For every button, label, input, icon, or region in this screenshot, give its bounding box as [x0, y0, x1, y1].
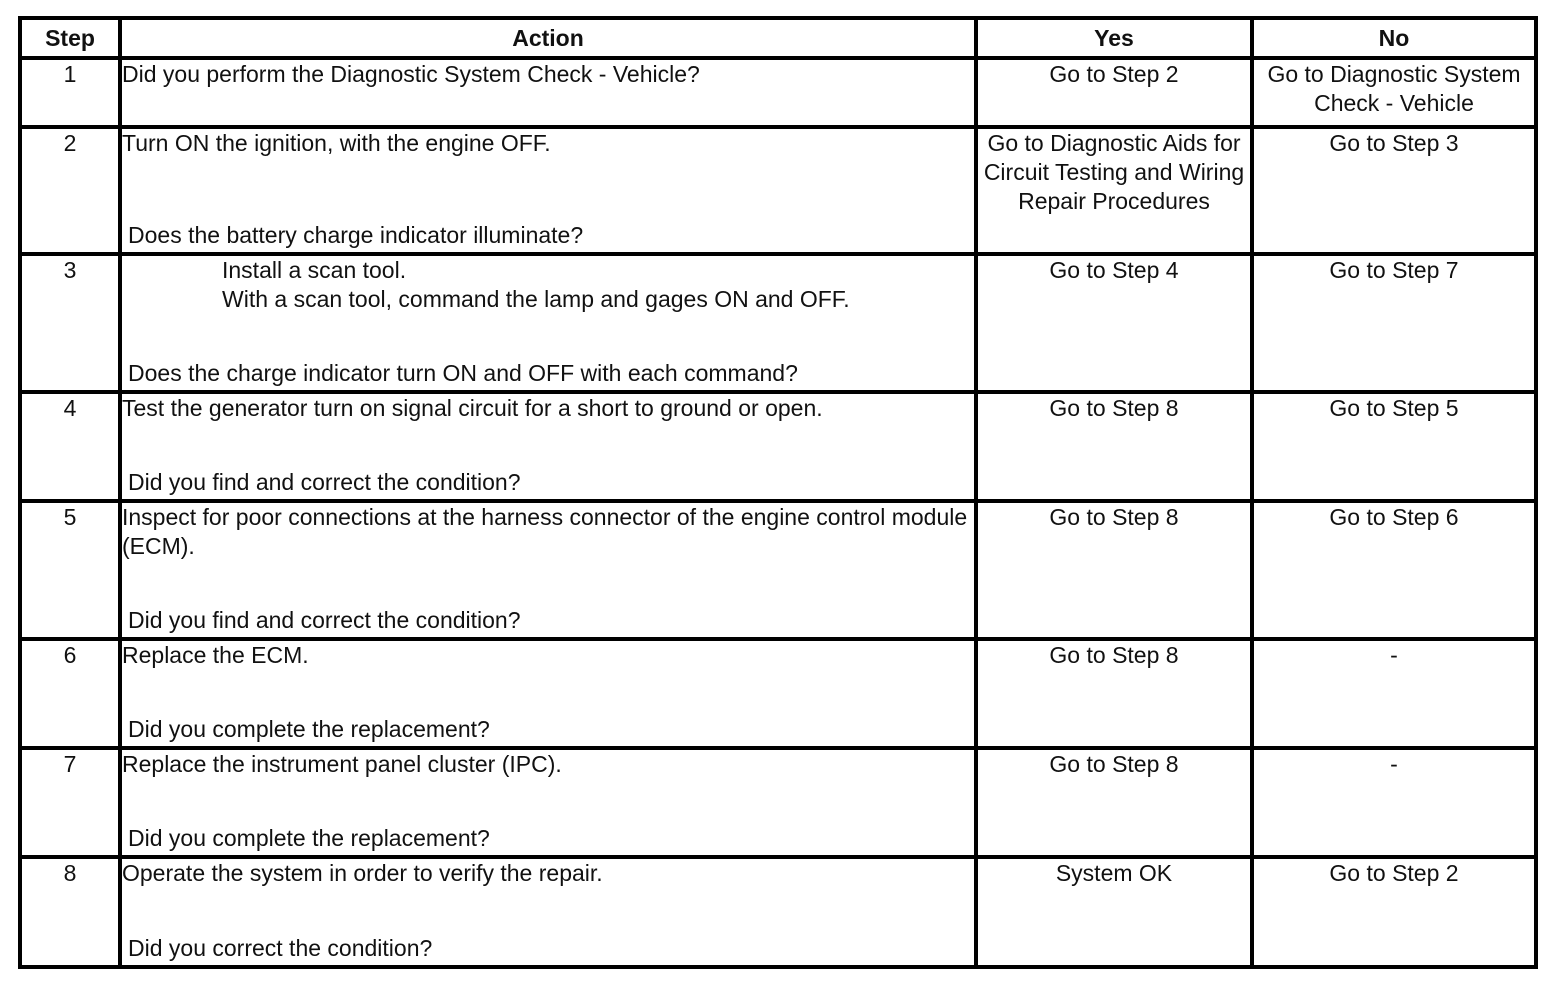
no-result: -: [1390, 751, 1398, 777]
no-result: Go to Step 3: [1329, 130, 1459, 156]
action-instruction: With a scan tool, command the lamp and gages ON and OFF.: [222, 286, 850, 312]
action-cell: [120, 392, 976, 501]
yes-cell: [976, 857, 1252, 967]
diagnostic-table: [18, 16, 1538, 969]
action-instruction: Did you perform the Diagnostic System Check - Vehicle?: [122, 61, 700, 87]
action-question: Did you complete the replacement?: [128, 825, 490, 851]
action-cell: [120, 748, 976, 857]
header-action: Action: [120, 18, 976, 58]
no-cell: [1252, 58, 1536, 127]
yes-result: Go to Step 2: [1049, 61, 1179, 87]
action-instruction: Replace the instrument panel cluster (IPC).: [122, 751, 562, 777]
yes-cell: [976, 58, 1252, 127]
yes-result: Go to Step 8: [1049, 751, 1179, 777]
step-number: 6: [20, 639, 120, 748]
table-row: [20, 639, 1536, 748]
action-cell: [120, 501, 976, 639]
no-result: -: [1390, 642, 1398, 668]
action-question: Did you correct the condition?: [128, 935, 433, 961]
yes-result: Go to Diagnostic Aids for Circuit Testing and Wiring Repair Procedures: [983, 130, 1245, 214]
table-row: [20, 392, 1536, 501]
step-number: 2: [20, 127, 120, 254]
action-cell: [120, 127, 976, 254]
action-question: Did you find and correct the condition?: [128, 469, 521, 495]
yes-cell: [976, 501, 1252, 639]
header-no: No: [1252, 18, 1536, 58]
step-number: 1: [20, 58, 120, 127]
yes-cell: [976, 748, 1252, 857]
action-cell: [120, 58, 976, 127]
action-cell: [120, 254, 976, 392]
action-question: Did you find and correct the condition?: [128, 607, 521, 633]
step-number: 3: [20, 254, 120, 392]
yes-result: Go to Step 8: [1049, 642, 1179, 668]
table-row: [20, 748, 1536, 857]
no-cell: [1252, 392, 1536, 501]
action-instruction: Install a scan tool.: [222, 257, 407, 283]
yes-result: Go to Step 8: [1049, 395, 1179, 421]
table-row: [20, 58, 1536, 127]
no-result: Go to Step 2: [1329, 860, 1459, 886]
header-yes: Yes: [976, 18, 1252, 58]
action-cell: [120, 857, 976, 967]
action-instruction: Inspect for poor connections at the harness connector of the engine control module (ECM).: [122, 504, 968, 559]
action-instruction: Test the generator turn on signal circuit for a short to ground or open.: [122, 395, 823, 421]
table-row: [20, 857, 1536, 967]
no-cell: [1252, 501, 1536, 639]
table-row: [20, 254, 1536, 392]
no-cell: [1252, 748, 1536, 857]
no-result: Go to Diagnostic System Check - Vehicle: [1267, 61, 1521, 116]
step-number: 8: [20, 857, 120, 967]
table-row: [20, 127, 1536, 254]
table-row: [20, 501, 1536, 639]
action-instruction: Replace the ECM.: [122, 642, 309, 668]
action-question: Does the charge indicator turn ON and OFF with each command?: [128, 360, 798, 386]
no-cell: [1252, 639, 1536, 748]
step-number: 5: [20, 501, 120, 639]
action-instruction: Turn ON the ignition, with the engine OFF.: [122, 130, 551, 156]
action-question: Did you complete the replacement?: [128, 716, 490, 742]
yes-cell: [976, 254, 1252, 392]
no-result: Go to Step 7: [1329, 257, 1459, 283]
yes-cell: [976, 639, 1252, 748]
step-number: 4: [20, 392, 120, 501]
yes-cell: [976, 127, 1252, 254]
action-question: Does the battery charge indicator illuminate?: [128, 222, 584, 248]
no-cell: [1252, 127, 1536, 254]
no-cell: [1252, 857, 1536, 967]
yes-result: Go to Step 8: [1049, 504, 1179, 530]
yes-cell: [976, 392, 1252, 501]
step-number: 7: [20, 748, 120, 857]
table-header-row: [20, 18, 1536, 58]
no-result: Go to Step 6: [1329, 504, 1459, 530]
yes-result: System OK: [1055, 860, 1173, 886]
no-cell: [1252, 254, 1536, 392]
action-cell: [120, 639, 976, 748]
header-step: Step: [20, 18, 120, 58]
action-instruction: Operate the system in order to verify the repair.: [122, 860, 603, 886]
no-result: Go to Step 5: [1329, 395, 1459, 421]
yes-result: Go to Step 4: [1049, 257, 1179, 283]
